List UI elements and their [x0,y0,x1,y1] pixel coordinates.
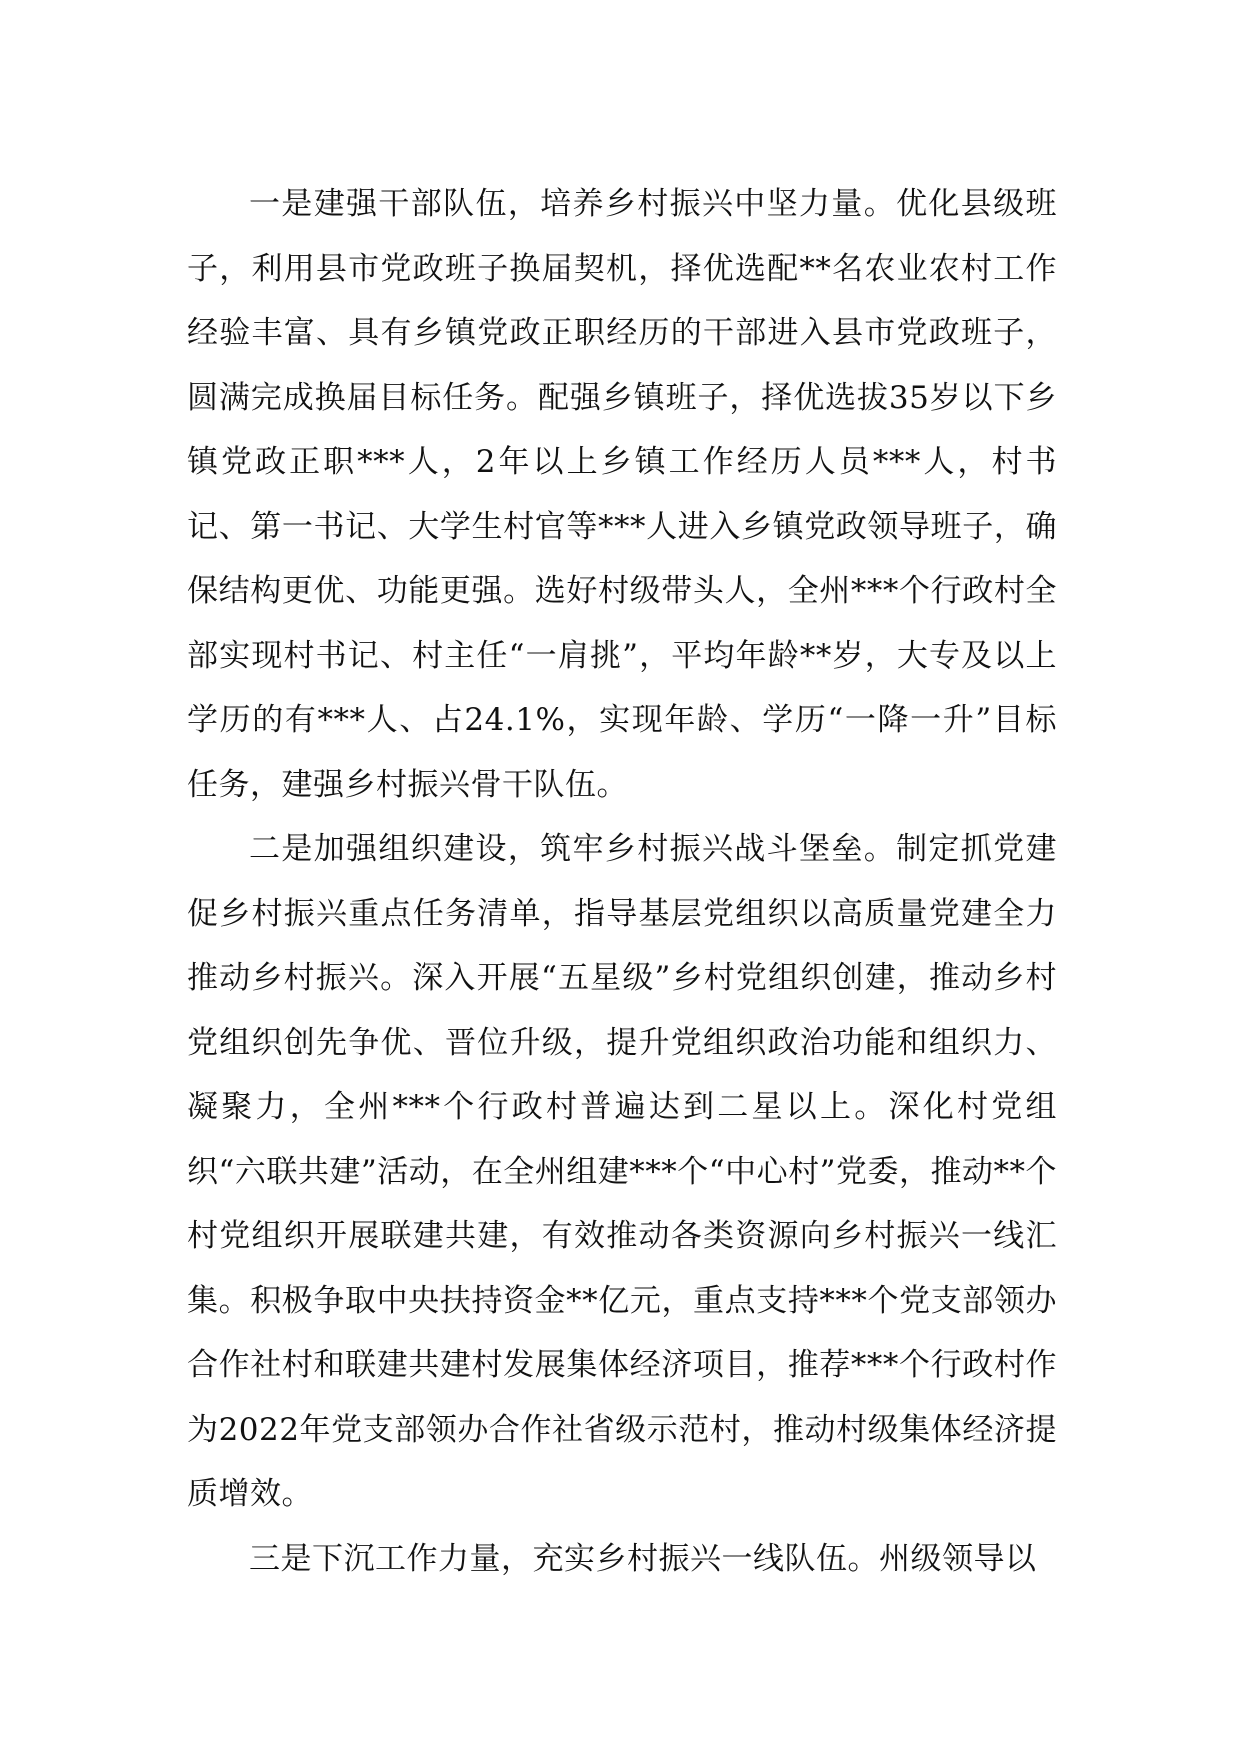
paragraph-work-force: 三是下沉工作力量，充实乡村振兴一线队伍。州级领导以 [249,1540,1037,1577]
paragraph-organization-building: 二是加强组织建设，筑牢乡村振兴战斗堡垒。制定抓党建促乡村振兴重点任务清单，指导基层党组织以高质量党建全力推动乡村振兴。深入开展“五星级”乡村党组织创建，推动乡村党组织创先争优、晋位升级，提升党组织政治功能和组织力、凝聚力，全州***个行政村普遍达到二星以上。深化村党组织“六联共建”活动，在全州组建***个“中心村”党委，推动**个村党组织开展联建共建，有效推动各类资源向乡村振兴一线汇集。积极争取中央扶持资金**亿元，重点支持***个党支部领办合作社村和联建共建村发展集体经济项目，推荐***个行政村作为2022年党支部领办合作社省级示范村，推动村级集体经济提质增效。 [187,831,1057,1512]
document-body [187,172,1057,1591]
paragraph-cadre-team: 一是建强干部队伍，培养乡村振兴中坚力量。优化县级班子，利用县市党政班子换届契机，择优选配**名农业农村工作经验丰富、具有乡镇党政正职经历的干部进入县市党政班子，圆满完成换届目标任务。配强乡镇班子，择优选拔35岁以下乡镇党政正职***人，2年以上乡镇工作经历人员***人，村书记、第一书记、大学生村官等***人进入乡镇党政领导班子，确保结构更优、功能更强。选好村级带头人，全州***个行政村全部实现村书记、村主任“一肩挑”，平均年龄**岁，大专及以上学历的有***人、占24.1%，实现年龄、学历“一降一升”目标任务，建强乡村振兴骨干队伍。 [187,186,1057,803]
